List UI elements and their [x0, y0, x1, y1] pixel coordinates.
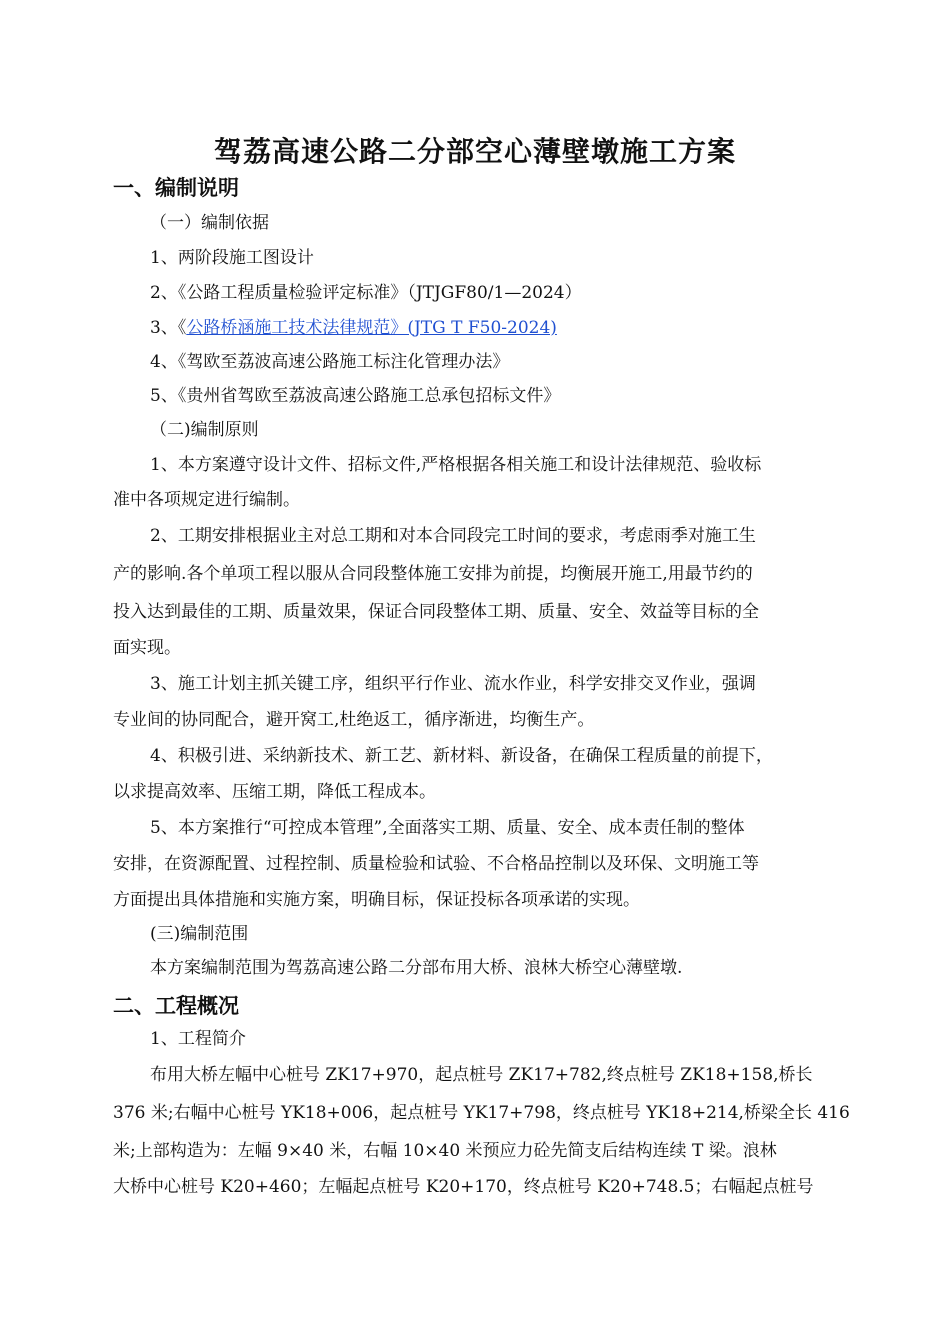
principle-2-line-1: 2、工期安排根据业主对总工期和对本合同段完工时间的要求，考虑雨季对施工生: [150, 526, 756, 546]
principle-heading: （二)编制原则: [150, 420, 259, 440]
engineering-line-2: 376 米;右幅中心桩号 YK18+006，起点桩号 YK17+798，终点桩号 YK18+214,桥梁全长 416: [113, 1103, 850, 1123]
engineering-line-1: 布用大桥左幅中心桩号 ZK17+970，起点桩号 ZK17+782,终点桩号 ZK18+158,桥长: [150, 1065, 813, 1085]
principle-1-line-1: 1、本方案遵守设计文件、招标文件,严格根据各相关施工和设计法律规范、验收标: [150, 455, 762, 475]
principle-2-line-4: 面实现。: [113, 638, 181, 658]
basis-item-1: 1、两阶段施工图设计: [150, 248, 314, 268]
intro-heading: 1、工程简介: [150, 1029, 246, 1049]
basis-item-2: 2、《公路工程质量检验评定标准》（JTJGF80/1—2024）: [150, 283, 582, 303]
basis-heading: （一）编制依据: [150, 213, 269, 233]
principle-1-line-2: 准中各项规定进行编制。: [113, 490, 300, 510]
principle-4-line-2: 以求提高效率、压缩工期，降低工程成本。: [113, 782, 436, 802]
scope-text: 本方案编制范围为驾荔高速公路二分部布用大桥、浪林大桥空心薄壁墩.: [150, 958, 683, 978]
standard-link[interactable]: 公路桥涵施工技术法律规范》(JTG T F50-2024): [186, 318, 557, 338]
basis-item-3-prefix: 3、《: [150, 318, 187, 338]
basis-item-5: 5、《贵州省驾欧至荔波高速公路施工总承包招标文件》: [150, 386, 561, 406]
engineering-line-3: 米;上部构造为：左幅 9×40 米，右幅 10×40 米预应力砼先简支后结构连续 T 梁。浪林: [113, 1141, 777, 1161]
principle-5-line-1: 5、本方案推行“可控成本管理”,全面落实工期、质量、安全、成本责任制的整体: [150, 818, 745, 838]
principle-5-line-2: 安排，在资源配置、过程控制、质量检验和试验、不合格品控制以及环保、文明施工等: [113, 854, 759, 874]
principle-3-line-2: 专业间的协同配合，避开窝工,杜绝返工，循序渐进，均衡生产。: [113, 710, 595, 730]
principle-5-line-3: 方面提出具体措施和实施方案，明确目标，保证投标各项承诺的实现。: [113, 890, 640, 910]
section-heading-2: 二、工程概况: [113, 994, 239, 1018]
principle-2-line-3: 投入达到最佳的工期、质量效果，保证合同段整体工期、质量、安全、效益等目标的全: [113, 602, 759, 622]
document-title: 驾荔高速公路二分部空心薄壁墩施工方案: [213, 135, 736, 168]
basis-item-4: 4、《驾欧至荔波高速公路施工标注化管理办法》: [150, 352, 510, 372]
engineering-line-4: 大桥中心桩号 K20+460；左幅起点桩号 K20+170，终点桩号 K20+748.5；右幅起点桩号: [113, 1177, 814, 1197]
scope-heading: (三)编制范围: [150, 924, 249, 944]
principle-3-line-1: 3、施工计划主抓关键工序，组织平行作业、流水作业，科学安排交叉作业，强调: [150, 674, 756, 694]
section-heading-1: 一、编制说明: [113, 176, 239, 200]
principle-2-line-2: 产的影响.各个单项工程以服从合同段整体施工安排为前提，均衡展开施工,用最节约的: [113, 564, 753, 584]
basis-item-3: [150, 316, 850, 340]
principle-4-line-1: 4、积极引进、采纳新技术、新工艺、新材料、新设备，在确保工程质量的前提下，: [150, 746, 773, 766]
